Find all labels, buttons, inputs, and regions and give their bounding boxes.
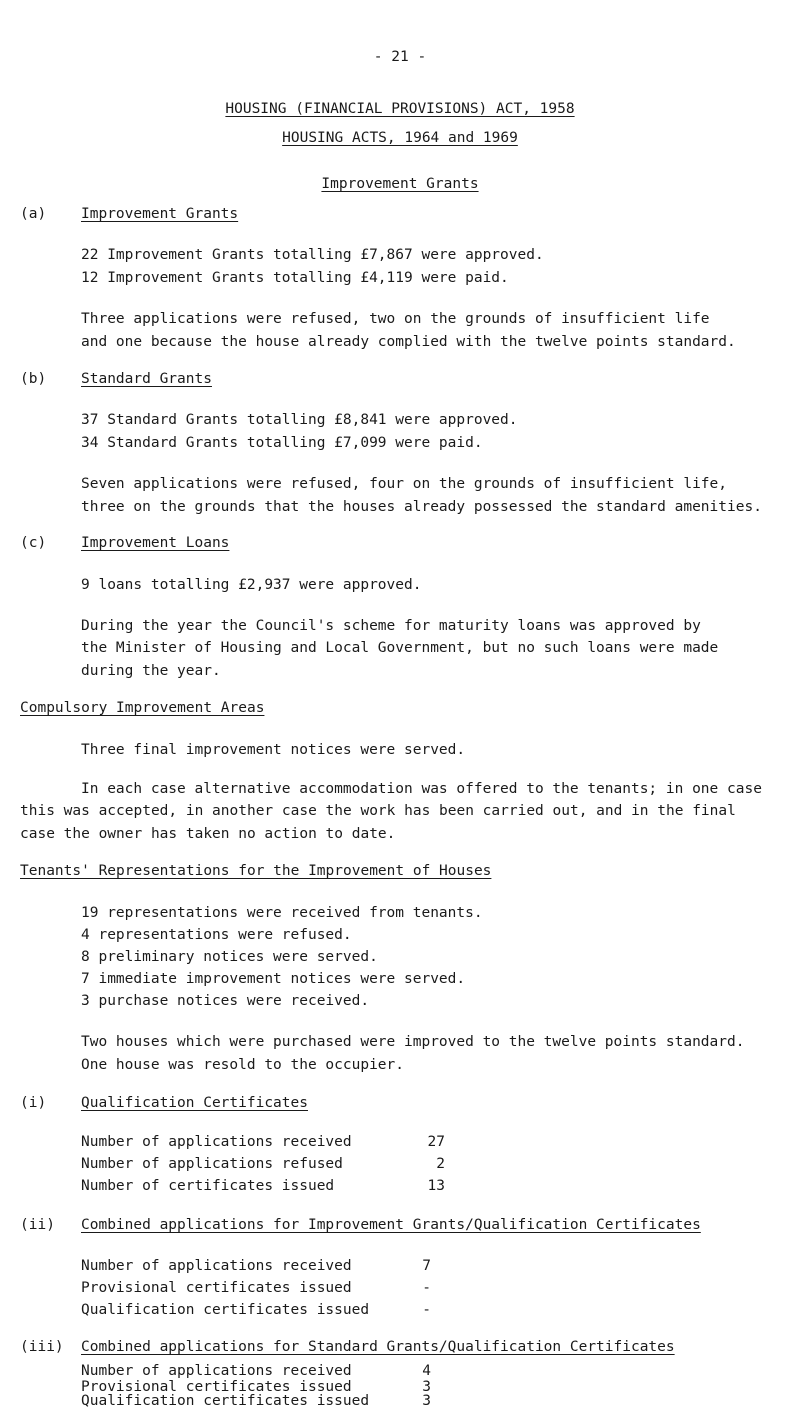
section-b-paragraph: Seven applications were refused, four on the grounds of insufficient life, bbox=[81, 476, 728, 492]
section-iii-row-value: 4 bbox=[422, 1363, 431, 1379]
page-number: - 21 - bbox=[373, 49, 427, 65]
section-i-row-value: 13 bbox=[427, 1178, 445, 1194]
compulsory-paragraph: case the owner has taken no action to date. bbox=[20, 826, 396, 842]
section-ii-row-label: Qualification certificates issued bbox=[81, 1302, 370, 1318]
improvement-grants-heading: Improvement Grants bbox=[321, 176, 479, 192]
section-b-line: 34 Standard Grants totalling £7,099 were paid. bbox=[81, 435, 483, 451]
section-b-marker: (b) bbox=[20, 371, 47, 387]
section-ii-marker: (ii) bbox=[20, 1217, 55, 1233]
section-ii-row-value: - bbox=[422, 1302, 431, 1318]
section-i-marker: (i) bbox=[20, 1095, 47, 1111]
section-a-paragraph: Three applications were refused, two on the grounds of insufficient life bbox=[81, 311, 710, 327]
section-i-row-value: 2 bbox=[436, 1156, 445, 1172]
acts-heading-1964-1969: HOUSING ACTS, 1964 and 1969 bbox=[282, 130, 518, 146]
section-a-title: Improvement Grants bbox=[81, 206, 239, 222]
tenants-line: 3 purchase notices were received. bbox=[81, 993, 370, 1009]
tenants-paragraph: One house was resold to the occupier. bbox=[81, 1057, 405, 1073]
section-b-line: 37 Standard Grants totalling £8,841 were approved. bbox=[81, 412, 518, 428]
compulsory-paragraph: this was accepted, in another case the work has been carried out, and in the final bbox=[20, 803, 736, 819]
section-iii-row-label: Number of applications received bbox=[81, 1363, 352, 1379]
section-iii-row-label: Provisional certificates issued bbox=[81, 1379, 352, 1395]
section-c-paragraph: the Minister of Housing and Local Government, but no such loans were made bbox=[81, 640, 719, 656]
tenants-paragraph: Two houses which were purchased were improved to the twelve points standard. bbox=[81, 1034, 745, 1050]
section-a-marker: (a) bbox=[20, 206, 47, 222]
section-c-paragraph: during the year. bbox=[81, 663, 221, 679]
tenants-title: Tenants' Representations for the Improvement of Houses bbox=[20, 863, 492, 879]
tenants-line: 7 immediate improvement notices were served. bbox=[81, 971, 466, 987]
section-iii-marker: (iii) bbox=[20, 1339, 64, 1355]
compulsory-paragraph: In each case alternative accommodation was offered to the tenants; in one case bbox=[81, 781, 762, 797]
section-c-paragraph: During the year the Council's scheme for maturity loans was approved by bbox=[81, 618, 701, 634]
compulsory-line: Three final improvement notices were served. bbox=[81, 742, 466, 758]
section-iii-row-value: 3 bbox=[422, 1379, 431, 1395]
tenants-line: 19 representations were received from tenants. bbox=[81, 905, 483, 921]
section-a-line: 12 Improvement Grants totalling £4,119 were paid. bbox=[81, 270, 509, 286]
section-i-row-label: Number of applications refused bbox=[81, 1156, 343, 1172]
section-c-line: 9 loans totalling £2,937 were approved. bbox=[81, 577, 422, 593]
section-ii-row-value: 7 bbox=[422, 1258, 431, 1274]
section-iii-title: Combined applications for Standard Grants/Qualification Certificates bbox=[81, 1339, 675, 1355]
section-b-paragraph: three on the grounds that the houses already possessed the standard amenities. bbox=[81, 499, 762, 515]
section-iii-row-label: Qualification certificates issued bbox=[81, 1393, 370, 1409]
section-i-row-label: Number of applications received bbox=[81, 1134, 352, 1150]
section-a-line: 22 Improvement Grants totalling £7,867 were approved. bbox=[81, 247, 544, 263]
section-ii-row-value: - bbox=[422, 1280, 431, 1296]
section-a-paragraph: and one because the house already complied with the twelve points standard. bbox=[81, 334, 736, 350]
section-i-title: Qualification Certificates bbox=[81, 1095, 308, 1111]
section-ii-row-label: Number of applications received bbox=[81, 1258, 352, 1274]
act-heading-1958: HOUSING (FINANCIAL PROVISIONS) ACT, 1958 bbox=[225, 101, 575, 117]
tenants-line: 4 representations were refused. bbox=[81, 927, 352, 943]
section-c-marker: (c) bbox=[20, 535, 47, 551]
section-c-title: Improvement Loans bbox=[81, 535, 230, 551]
section-ii-title: Combined applications for Improvement Grants/Qualification Certificates bbox=[81, 1217, 701, 1233]
section-iii-row-value: 3 bbox=[422, 1393, 431, 1409]
section-i-row-label: Number of certificates issued bbox=[81, 1178, 335, 1194]
section-i-row-value: 27 bbox=[427, 1134, 445, 1150]
tenants-line: 8 preliminary notices were served. bbox=[81, 949, 378, 965]
section-ii-row-label: Provisional certificates issued bbox=[81, 1280, 352, 1296]
compulsory-title: Compulsory Improvement Areas bbox=[20, 700, 265, 716]
section-b-title: Standard Grants bbox=[81, 371, 212, 387]
